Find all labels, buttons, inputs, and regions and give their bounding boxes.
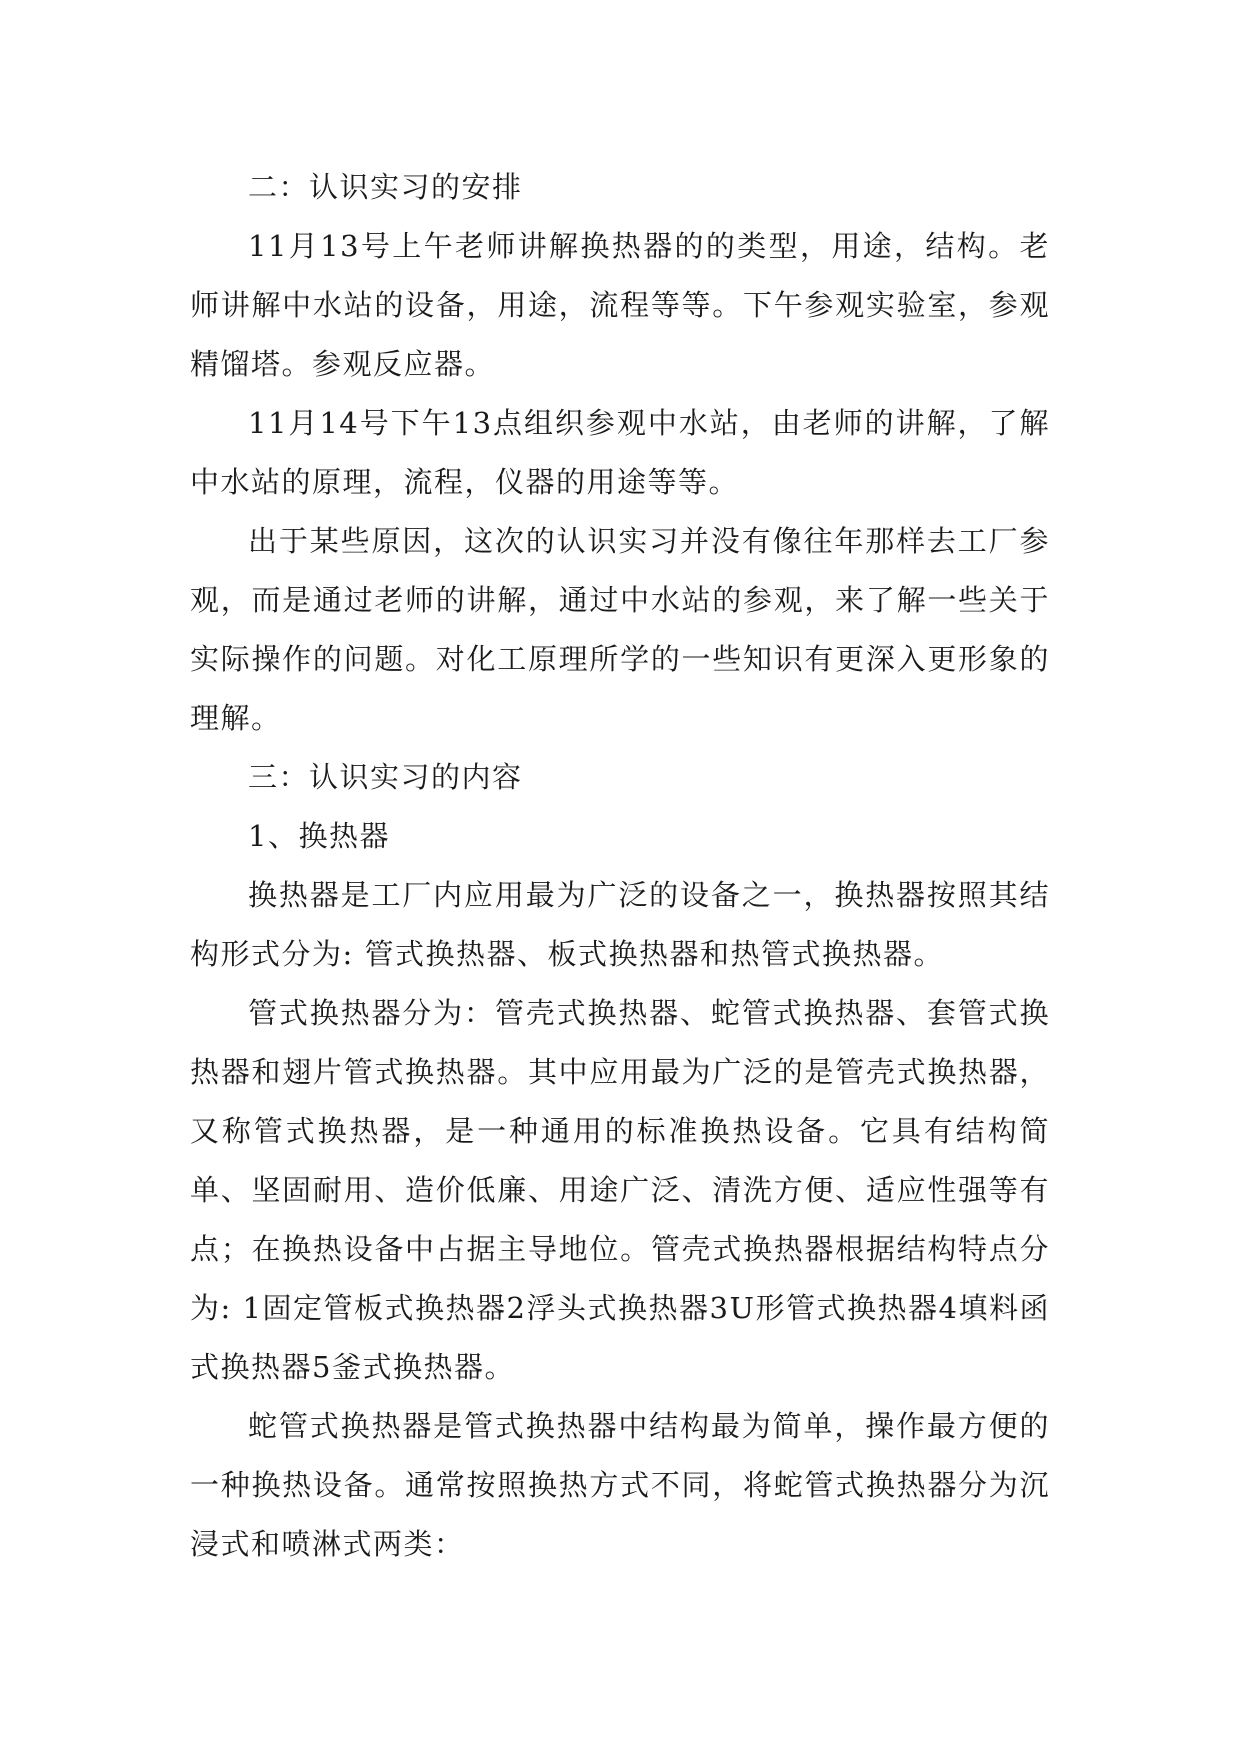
paragraph-nov-14: 11月14号下午13点组织参观中水站，由老师的讲解，了解中水站的原理，流程，仪器的用途等等。 <box>190 406 1050 499</box>
paragraph-exchanger-types: 换热器是工厂内应用最为广泛的设备之一，换热器按照其结构形式分为: 管式换热器、板式换热器和热管式换热器。 <box>190 878 1050 971</box>
section-heading-content: 三：认识实习的内容 <box>248 760 523 794</box>
paragraph-reason: 出于某些原因，这次的认识实习并没有像往年那样去工厂参观，而是通过老师的讲解，通过中水站的参观，来了解一些关于实际操作的问题。对化工原理所学的一些知识有更深入更形象的理解。 <box>190 524 1050 735</box>
paragraph-tube-exchanger: 管式换热器分为：管壳式换热器、蛇管式换热器、套管式换热器和翅片管式换热器。其中应用最为广泛的是管壳式换热器，又称管式换热器，是一种通用的标准换热设备。它具有结构简单、坚固耐用、造价低廉、用途广泛、清洗方便、适应性强等有点；在换热设备中占据主导地位。管壳式换热器根据结构特点分为: 1固定管板式换热器2浮头式换热器3U形管式换热器4填料函式换热器5釜式换热器。 <box>190 996 1050 1384</box>
section-heading-arrangement: 二：认识实习的安排 <box>248 170 523 204</box>
paragraph-coil-exchanger: 蛇管式换热器是管式换热器中结构最为简单，操作最方便的一种换热设备。通常按照换热方式不同，将蛇管式换热器分为沉浸式和喷淋式两类： <box>190 1409 1050 1561</box>
paragraph-nov-13: 11月13号上午老师讲解换热器的的类型，用途，结构。老师讲解中水站的设备，用途，流程等等。下午参观实验室，参观精馏塔。参观反应器。 <box>190 229 1050 381</box>
subheading-heat-exchanger: 1、换热器 <box>248 819 390 853</box>
document-body <box>190 158 1050 1574</box>
